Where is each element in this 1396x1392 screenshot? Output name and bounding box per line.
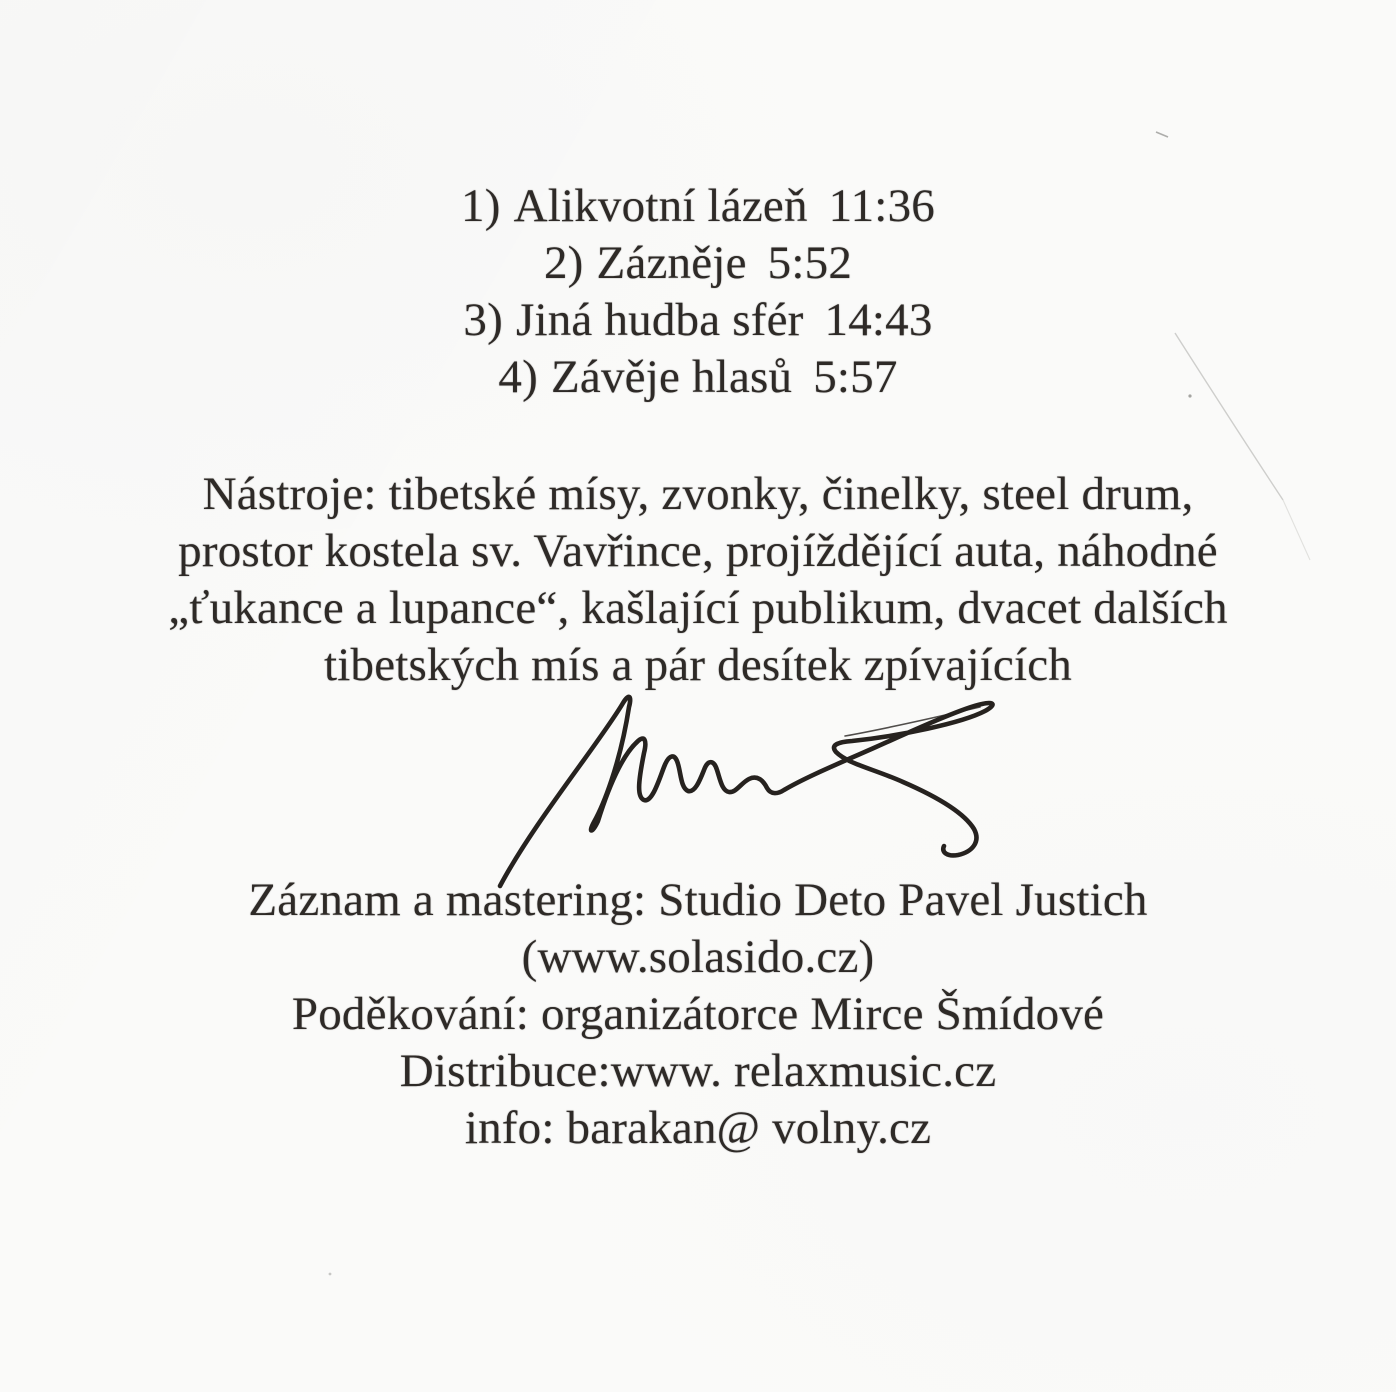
track-item xyxy=(0,235,1396,292)
track-title: Alikvotní lázeň xyxy=(513,180,808,232)
track-item xyxy=(0,292,1396,349)
track-number: 3) xyxy=(463,294,503,346)
note-line: Nástroje: tibetské mísy, zvonky, činelky, steel drum, xyxy=(202,468,1194,520)
track-duration: 14:43 xyxy=(824,294,933,346)
track-list xyxy=(0,178,1396,406)
track-item xyxy=(0,178,1396,235)
track-duration: 5:52 xyxy=(767,237,853,289)
note-line: tibetských mís a pár desítek zpívajících xyxy=(323,639,1073,691)
credit-studio-url: (www.solasido.cz) xyxy=(521,931,875,983)
track-item xyxy=(0,349,1396,406)
credit-recording: Záznam a mastering: Studio Deto Pavel Justich xyxy=(248,874,1148,926)
note-line: „ťukance a lupance“, kašlající publikum, dvacet dalších xyxy=(168,582,1228,634)
scan-speck xyxy=(1156,132,1168,137)
track-title: Zázněje xyxy=(596,237,747,289)
track-number: 2) xyxy=(543,237,584,289)
track-number: 4) xyxy=(498,351,538,403)
track-title: Jiná hudba sfér xyxy=(515,294,804,346)
track-title: Závěje hlasů xyxy=(550,351,793,403)
track-duration: 11:36 xyxy=(828,180,935,232)
instruments-note xyxy=(0,466,1396,694)
track-duration: 5:57 xyxy=(813,351,898,403)
track-number: 1) xyxy=(461,180,501,232)
scan-speck xyxy=(329,1273,332,1276)
credit-contact: info: barakan@ volny.cz xyxy=(464,1102,932,1154)
credits-block xyxy=(0,872,1396,1157)
note-line: prostor kostela sv. Vavřince, projíždějící auta, náhodné xyxy=(178,525,1218,577)
credit-distribution: Distribuce:www. relaxmusic.cz xyxy=(399,1045,997,1097)
credit-thanks: Poděkování: organizátorce Mirce Šmídové xyxy=(291,988,1105,1040)
signature-stroke xyxy=(500,697,993,886)
